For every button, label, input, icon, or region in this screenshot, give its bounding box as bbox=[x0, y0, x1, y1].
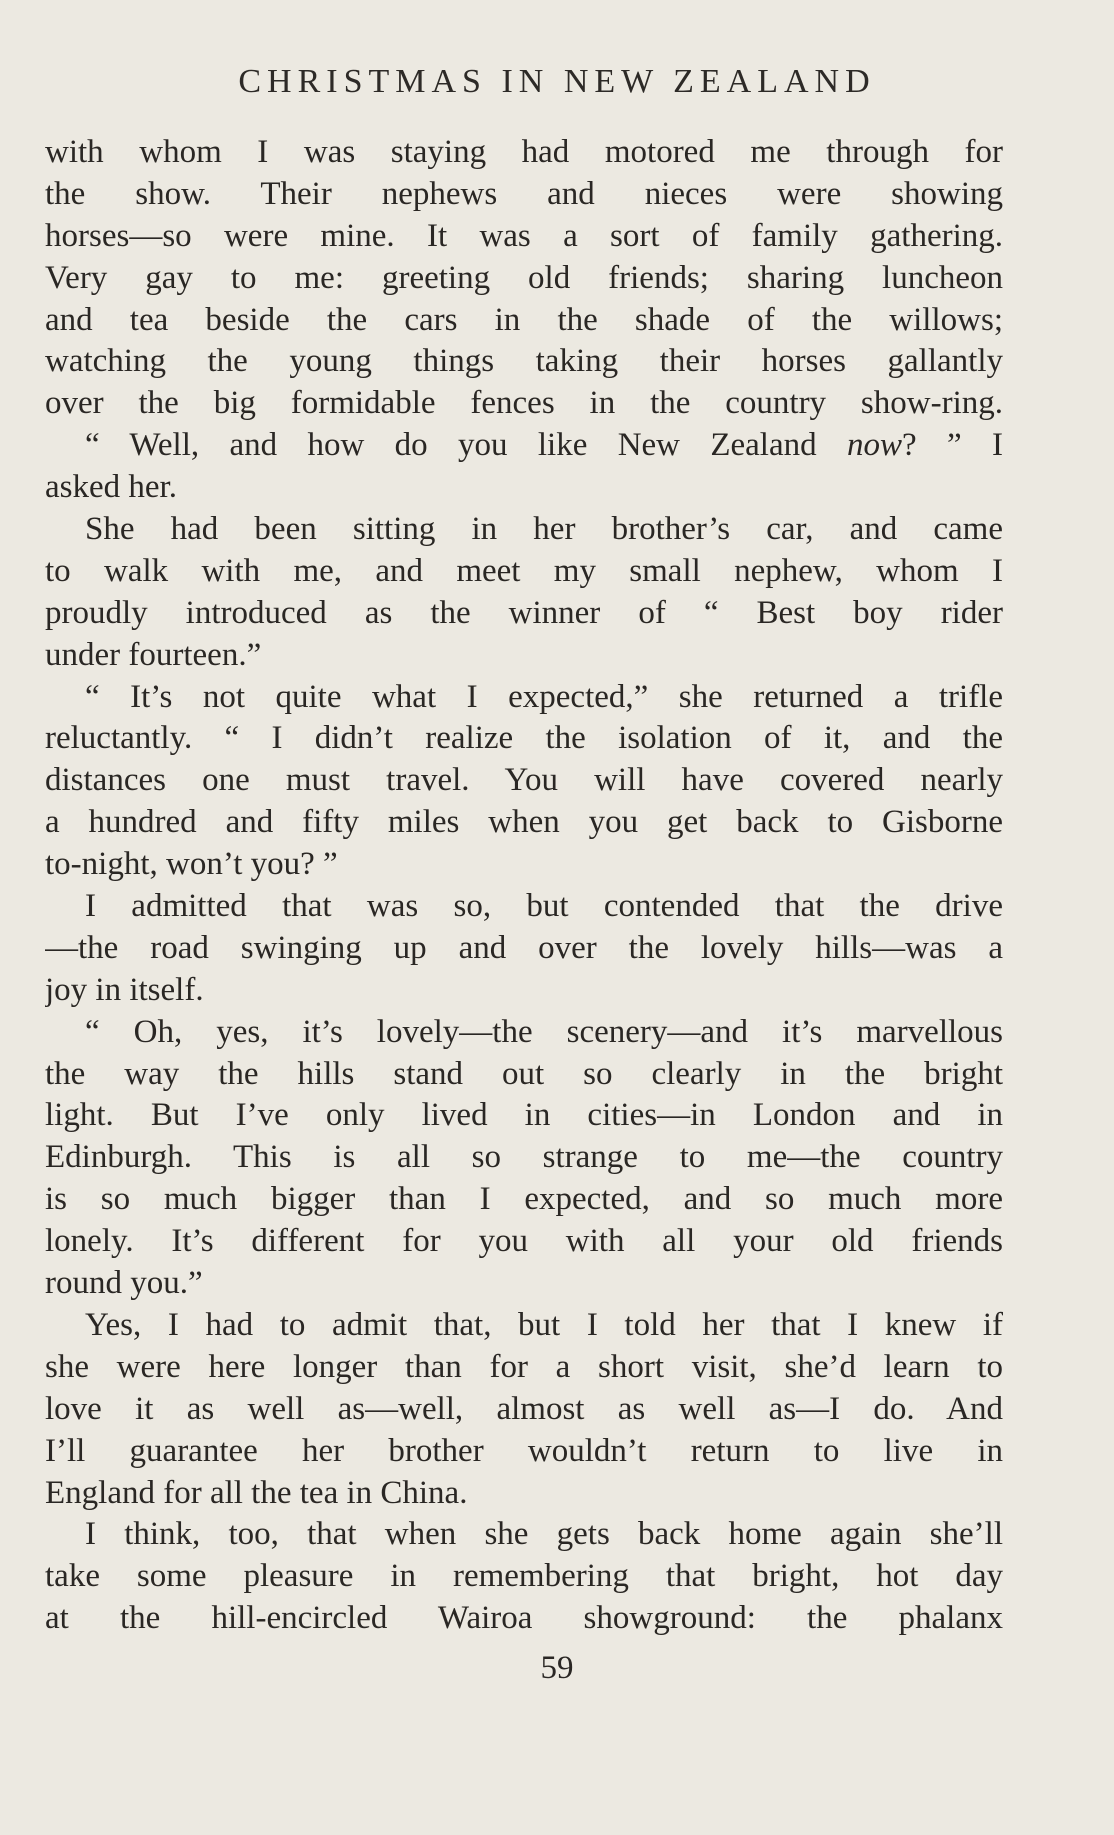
text-line: reluctantly. “ I didn’t realize the isolation of it, and the bbox=[45, 720, 1003, 757]
text-line: proudly introduced as the winner of “ Best boy rider bbox=[45, 594, 1003, 631]
text-line: and tea beside the cars in the shade of the willows; bbox=[45, 301, 1003, 338]
text-line: I think, too, that when she gets back home again she’ll bbox=[85, 1516, 1003, 1553]
text-line: Edinburgh. This is all so strange to me—the country bbox=[45, 1139, 1003, 1176]
text-line bbox=[45, 425, 1003, 467]
page-number: 59 bbox=[540, 1650, 574, 1686]
text-line: Yes, I had to admit that, but I told her that I knew if bbox=[85, 1306, 1003, 1343]
text-line: “ It’s not quite what I expected,” she returned a trifle bbox=[85, 678, 1003, 715]
text-line: to-night, won’t you? ” bbox=[45, 846, 338, 883]
text-line: She had been sitting in her brother’s car, and came bbox=[85, 511, 1003, 548]
body-text bbox=[45, 132, 1003, 1640]
text-line: asked her. bbox=[45, 469, 177, 506]
text-line: I’ll guarantee her brother wouldn’t return to live in bbox=[45, 1432, 1003, 1469]
line-segment: “ Well, and how do you like New Zealand bbox=[85, 427, 847, 464]
text-line: England for all the tea in China. bbox=[45, 1474, 468, 1511]
text-line: under fourteen.” bbox=[45, 636, 262, 673]
text-line: take some pleasure in remembering that bright, hot day bbox=[45, 1558, 1003, 1595]
text-line: with whom I was staying had motored me through for bbox=[45, 134, 1003, 170]
text-line: the way the hills stand out so clearly in the bright bbox=[45, 1055, 1003, 1092]
text-line: love it as well as—well, almost as well as—I do. And bbox=[45, 1390, 1003, 1427]
text-line: distances one must travel. You will have covered nearly bbox=[45, 762, 1003, 799]
text-line: is so much bigger than I expected, and so much more bbox=[45, 1181, 1003, 1218]
text-line: watching the young things taking their horses gallantly bbox=[45, 343, 1003, 380]
italic-word: now bbox=[846, 427, 902, 464]
text-line: at the hill-encircled Wairoa showground: the phalanx bbox=[45, 1600, 1003, 1637]
text-line: Very gay to me: greeting old friends; sharing luncheon bbox=[45, 259, 1003, 296]
text-line: “ Oh, yes, it’s lovely—the scenery—and it’s marvellous bbox=[85, 1013, 1003, 1050]
text-line: horses—so were mine. It was a sort of family gathering. bbox=[45, 217, 1003, 254]
text-line: the show. Their nephews and nieces were showing bbox=[45, 175, 1003, 212]
text-line: light. But I’ve only lived in cities—in London and in bbox=[45, 1097, 1003, 1134]
text-line: joy in itself. bbox=[45, 971, 204, 1008]
text-line: over the big formidable fences in the country show-ring. bbox=[45, 385, 1003, 422]
text-line: to walk with me, and meet my small nephew, whom I bbox=[45, 552, 1003, 589]
text-line: lonely. It’s different for you with all your old friends bbox=[45, 1223, 1003, 1260]
text-line: she were here longer than for a short visit, she’d learn to bbox=[45, 1348, 1003, 1385]
text-line: I admitted that was so, but contended that the drive bbox=[85, 888, 1003, 925]
text-line: —the road swinging up and over the lovely hills—was a bbox=[45, 929, 1003, 966]
text-line: a hundred and fifty miles when you get back to Gisborne bbox=[45, 804, 1003, 841]
running-head: CHRISTMAS IN NEW ZEALAND bbox=[238, 63, 876, 100]
text-line: round you.” bbox=[45, 1265, 203, 1302]
line-segment: ? ” I bbox=[902, 427, 1003, 464]
